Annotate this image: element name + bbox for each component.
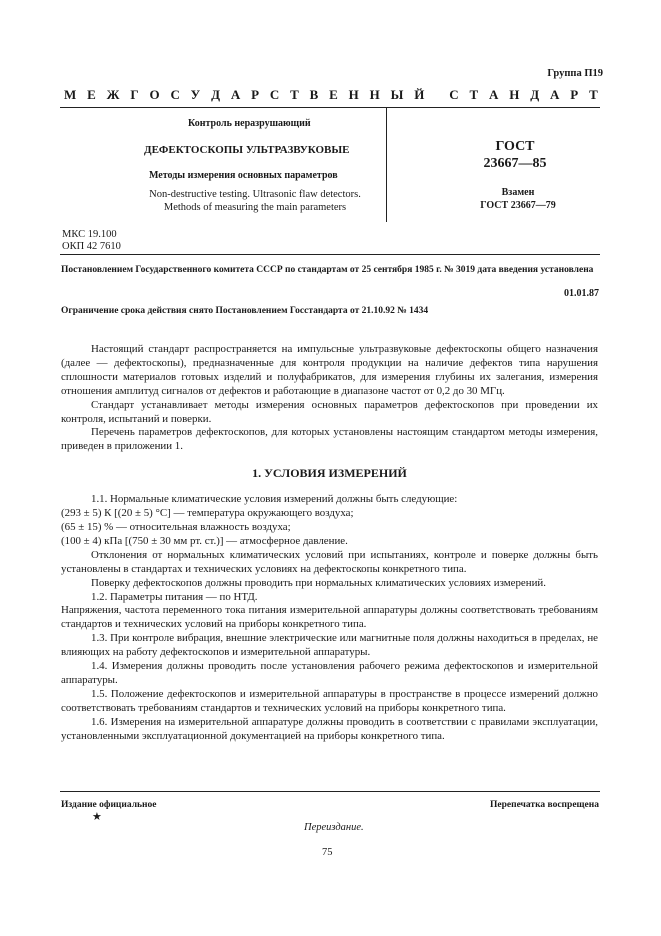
banner-letter: М [64, 87, 77, 102]
introduction-date: 01.01.87 [564, 288, 599, 299]
banner-letter: О [149, 87, 160, 102]
banner-letter: У [190, 87, 201, 102]
banner-letter: Т [469, 87, 479, 102]
banner-letter: В [309, 87, 319, 102]
english-title-line-1: Non-destructive testing. Ultrasonic flaw detectors. [149, 189, 361, 200]
banner-letter: Д [211, 87, 221, 102]
replaces-code: ГОСТ 23667—79 [480, 200, 556, 211]
paragraph-scope: Настоящий стандарт распространяется на импульсные ультразвуковые дефектоскопы общего назначения (далее — дефектоскопы), предназначенные для контроля продукции на наличие дефектов типа нарушения сплошности материалов готовых изделий и полуфабрикатов, для измерения глубины их залегания, измерения отношения амплитуд сигналов от дефектов и работающие в диапазоне частот от 0,2 до 30 МГц. [61, 343, 598, 397]
clause-1-3: 1.3. При контроле вибрация, внешние электрические или магнитные поля должны находиться в пределах, не влияющих на работу дефектоскопов и измерительной аппаратуры. [61, 632, 598, 659]
gost-number [470, 138, 560, 172]
clause-1-2: 1.2. Параметры питания — по НТД. [91, 590, 258, 603]
official-edition: Издание официальное [61, 800, 157, 810]
banner-letter: Д [530, 87, 540, 102]
banner-letter: С [170, 87, 180, 102]
okp-code: ОКП 42 7610 [62, 241, 121, 252]
section-heading: 1. УСЛОВИЯ ИЗМЕРЕНИЙ [252, 466, 407, 481]
gost-label: ГОСТ [495, 139, 535, 154]
clause-1-4: 1.4. Измерения должны проводить после установления рабочего режима дефектоскопов и измерительной аппаратуры. [61, 660, 598, 686]
banner-letter: Е [329, 87, 338, 102]
clause-1-1-pressure: (100 ± 4) кПа [(750 ± 30 мм рт. ст.)] — атмосферное давление. [61, 534, 348, 547]
banner-letter: А [489, 87, 499, 102]
limit-removed-text: Ограничение срока действия снято Постановлением Госстандарта от 21.10.92 № 1434 [61, 306, 429, 316]
header-vertical-divider [386, 108, 387, 222]
banner-letter: Ж [106, 87, 120, 102]
mezhgos-standard-banner [64, 87, 598, 103]
group-code: Группа П19 [547, 68, 603, 79]
banner-letter: Н [348, 87, 359, 102]
replaces-label: Взамен [501, 187, 535, 198]
classification-codes [62, 229, 121, 253]
banner-letter: Й [414, 87, 425, 102]
clause-1-1-verification: Поверку дефектоскопов должны проводить при нормальных климатических условиях измерений. [91, 576, 546, 589]
document-body [61, 343, 598, 743]
clause-1-6: 1.6. Измерения на измерительной аппаратуре должны проводить в соответствии с правилами эксплуатации, установленными эксплуатационной документацией на приборы конкретного типа. [61, 715, 598, 742]
banner-letter: Т [290, 87, 299, 102]
clause-1-1-temperature: (293 ± 5) К [(20 ± 5) °С] — температура окружающего воздуха; [61, 507, 354, 520]
banner-letter: А [550, 87, 560, 102]
top-divider [60, 107, 600, 108]
header-bottom-divider [60, 254, 600, 255]
mks-code: МКС 19.100 [62, 229, 117, 240]
banner-letter: Е [87, 87, 96, 102]
clause-1-2-voltage: Напряжения, частота переменного тока питания измерительной аппаратуры должны соответствовать требованиям стандартов и технических условий на приборы конкретного типа. [61, 604, 598, 631]
clause-1-1: 1.1. Нормальные климатические условия измерений должны быть следующие: [91, 493, 458, 506]
star-icon: ★ [92, 811, 102, 823]
reissue-note: Переиздание. [304, 822, 364, 833]
clause-1-1-deviations: Отклонения от нормальных климатических условий при испытаниях, контроле и поверке должны быть установлены в стандартах и технических условиях на дефектоскопы конкретного типа. [61, 548, 598, 575]
clause-1-1-humidity: (65 ± 15) % — относительная влажность воздуха; [61, 520, 291, 533]
english-title [130, 188, 380, 214]
banner-letter: Ы [390, 87, 404, 102]
english-title-line-2: Methods of measuring the main parameters [163, 202, 347, 213]
standard-subtitle: Методы измерения основных параметров [149, 170, 338, 181]
reprint-prohibited: Перепечатка воспрещена [489, 800, 599, 810]
clause-1-5: 1.5. Положение дефектоскопов и измерительной аппаратуры в пространстве в процессе измерений должно соответствовать требованиям стандартов и технических условий на приборы конкретного типа. [61, 687, 598, 714]
paragraph-purpose: Стандарт устанавливает методы измерения основных параметров дефектоскопов при проведении их контроля, испытаний и поверки. [61, 398, 598, 425]
decree-text: Постановлением Государственного комитета СССР по стандартам от 25 сентября 1985 г. № 3019 дата введения установлена [61, 265, 594, 275]
banner-letter: Т [589, 87, 598, 102]
banner-letter: С [269, 87, 280, 102]
banner-letter [435, 87, 438, 103]
gost-code: 23667—85 [483, 156, 547, 171]
paragraph-appendix: Перечень параметров дефектоскопов, для которых установлены настоящим стандартом методы измерения, приведен в приложении 1. [61, 426, 598, 453]
banner-letter: Р [570, 87, 579, 102]
banner-letter: Г [130, 87, 139, 102]
replaces-block [458, 186, 578, 212]
standard-title: ДЕФЕКТОСКОПЫ УЛЬТРАЗВУКОВЫЕ [144, 144, 350, 156]
banner-letter: С [449, 87, 459, 102]
page-number: 75 [322, 847, 333, 858]
banner-letter: Р [251, 87, 260, 102]
banner-letter: Н [509, 87, 520, 102]
control-category: Контроль неразрушающий [188, 118, 311, 129]
footer-divider [60, 791, 600, 792]
banner-letter: А [230, 87, 241, 102]
banner-letter: Н [369, 87, 380, 102]
